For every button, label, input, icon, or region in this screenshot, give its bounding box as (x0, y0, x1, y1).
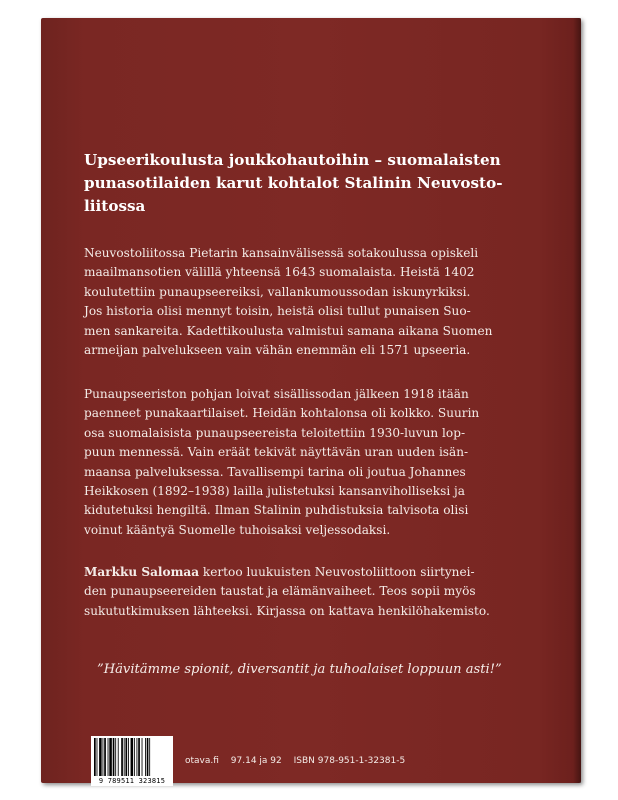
headline-line: liitossa (84, 197, 146, 215)
text-line: osa suomalaisista punaupseereista teloitettiin 1930-luvun lop- (84, 425, 466, 440)
text-line: Punaupseeriston pohjan loivat sisällissodan jälkeen 1918 itään (84, 387, 469, 401)
text-line: puun mennessä. Vain eräät tekivät näyttävän uran uuden isän- (84, 445, 469, 460)
cover-edge-shadow (573, 18, 581, 783)
text-line: sukututkimuksen lähteeksi. Kirjassa on kattava henkilöhakemisto. (84, 603, 490, 618)
blurb-paragraph-1 (84, 244, 559, 360)
text-line: koulutettiin punaupseereiksi, vallankumoussodan iskunyrkiksi. (84, 284, 471, 299)
headline-line: Upseerikoulusta joukkohautoihin – suomalaisten (84, 151, 501, 169)
publisher-url: otava.fi (185, 756, 219, 766)
text-line: Heikkosen (1892–1938) lailla julistetuksi kansanviholliseksi ja (84, 484, 465, 499)
text-line: Jos historia olisi mennyt toisin, heistä olisi tullut punaisen Suo- (84, 304, 471, 319)
text-line: men sankareita. Kadettikoulusta valmistui samana aikana Suomen (84, 323, 493, 338)
isbn-barcode (91, 736, 173, 786)
text-line: den punaupseereiden taustat ja elämänvaiheet. Teos sopii myös (84, 584, 476, 599)
blurb-paragraph-3 (84, 563, 559, 621)
text-line: maailmansotien välillä yhteensä 1643 suomalaista. Heistä 1402 (84, 265, 475, 280)
cover-quote: ”Hävitämme spionit, diversantit ja tuhoalaiset loppuun asti!” (97, 662, 502, 677)
text-line: Neuvostoliitossa Pietarin kansainvälisessä sotakoulussa opiskeli (84, 246, 479, 260)
text-line: maansa palveluksessa. Tavallisempi tarina oli joutua Johannes (84, 464, 466, 479)
text-line: kidutetuksi hengiltä. Ilman Stalinin puhdistuksia talvisota olisi (84, 503, 469, 518)
classification-code: 97.14 ja 92 (230, 756, 282, 766)
book-back-cover (41, 18, 581, 783)
text-line: voinut kääntyä Suomelle tuhoisaksi veljessodaksi. (84, 522, 391, 537)
publisher-footer (185, 756, 414, 766)
headline-line: punasotilaiden karut kohtalot Stalinin Neuvosto- (84, 174, 503, 192)
barcode-bars (93, 738, 171, 776)
text-line (84, 563, 559, 582)
cover-headline (84, 149, 554, 218)
text-line: paenneet punakaartilaiset. Heidän kohtalonsa oli kolkko. Suurin (84, 406, 480, 421)
barcode-digits: 9 789511 323815 (98, 777, 166, 785)
text-line: armeijan palvelukseen vain vähän enemmän eli 1571 upseeria. (84, 343, 471, 358)
author-name: Markku Salomaa (84, 565, 200, 579)
text-fragment: kertoo luukuisten Neuvostoliittoon siirtynei- (199, 565, 475, 579)
isbn-number: ISBN 978-951-1-32381-5 (293, 756, 406, 766)
blurb-paragraph-2 (84, 385, 559, 540)
